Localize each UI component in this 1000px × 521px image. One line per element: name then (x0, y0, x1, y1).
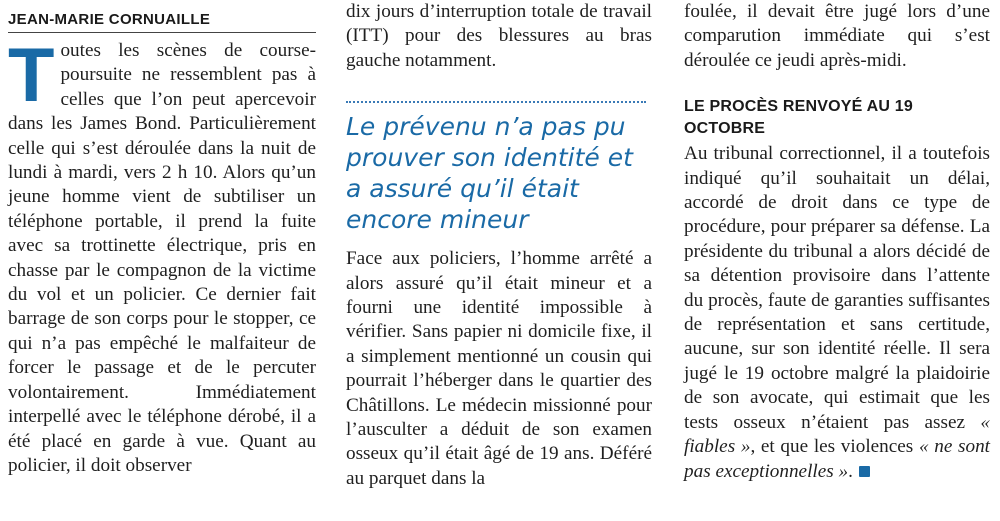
pull-quote: Le prévenu n’a pas pu prouver son identité et a assuré qu’il était encore mineur (346, 112, 633, 235)
quote-exceptionnelles: « ne sont pas exceptionnelles » (684, 436, 990, 482)
col3-continued-text: foulée, il devait être jugé lors d’une comparution immédiate qui s’est déroulée ce jeudi après-midi. (684, 1, 990, 71)
col3-body-end: . (848, 460, 853, 482)
section-subheading: LE PROCÈS RENVOYÉ AU 19 OCTOBRE (684, 98, 913, 138)
column-1 (8, 0, 316, 478)
byline-rule (8, 32, 316, 33)
col2-body-text: Face aux policiers, l’homme arrêté a alors assuré qu’il était mineur et a fourni une identité impossible à vérifier. Sans papier ni domicile fixe, il a simplement mentionné un cousin qui pourrait l’héberger dans le quartier des Châtillons. Le médecin missionné pour l’ausculter a déduit de son examen osseux qu’il était âgé de 19 ans. Déféré au parquet dans la (346, 248, 652, 489)
col3-body-main: Au tribunal correctionnel, il a toutefois indiqué qu’il souhaitait un délai, accordé de droit dans ce type de procédure, pour préparer sa défense. La présidente du tribunal a alors décidé de sa détention provisoire dans l’attente du procès, faute de garanties suffisantes de représentation et sans certitude, aucune, sur son identité réelle. Il sera jugé le 19 octobre malgré la plaidoirie de son avocate, qui estimait que les tests osseux n’étaient pas assez (684, 143, 990, 433)
col3-body-text (684, 142, 990, 484)
column-2 (346, 0, 652, 491)
lead-paragraph (8, 33, 316, 478)
col3-body-mid: , et que les violences (750, 436, 914, 458)
pull-quote-rule (346, 101, 646, 103)
lead-text: outes les scènes de course-poursuite ne ressemblent pas à celles que l’on peut apercevoir dans les James Bond. Particulièrement celle qui s’est déroulée dans la nuit de lundi à mardi, vers 2 h 10. Alors qu’un jeune homme vient de subtiliser un téléphone portable, il prend la fuite avec sa trottinette électrique, pris en chasse par le compagnon de la victime du vol et un policier. Ce dernier fait barrage de son corps pour le stopper, ce qui n’a pas empêché le malfaiteur de forcer le passage et de le percuter volontairement. Immédiatement interpellé avec le téléphone dérobé, il a été placé en garde à vue. Quant au policier, il doit observer (8, 40, 316, 476)
column-3 (684, 0, 990, 484)
author-byline: JEAN-MARIE CORNUAILLE (8, 11, 211, 28)
end-mark-icon (859, 466, 870, 477)
drop-cap-letter: T (8, 33, 55, 118)
col2-continued-text: dix jours d’interruption totale de travail (ITT) pour des blessures au bras gauche notamment. (346, 1, 652, 71)
quote-fiables: « fiables » (684, 411, 990, 458)
